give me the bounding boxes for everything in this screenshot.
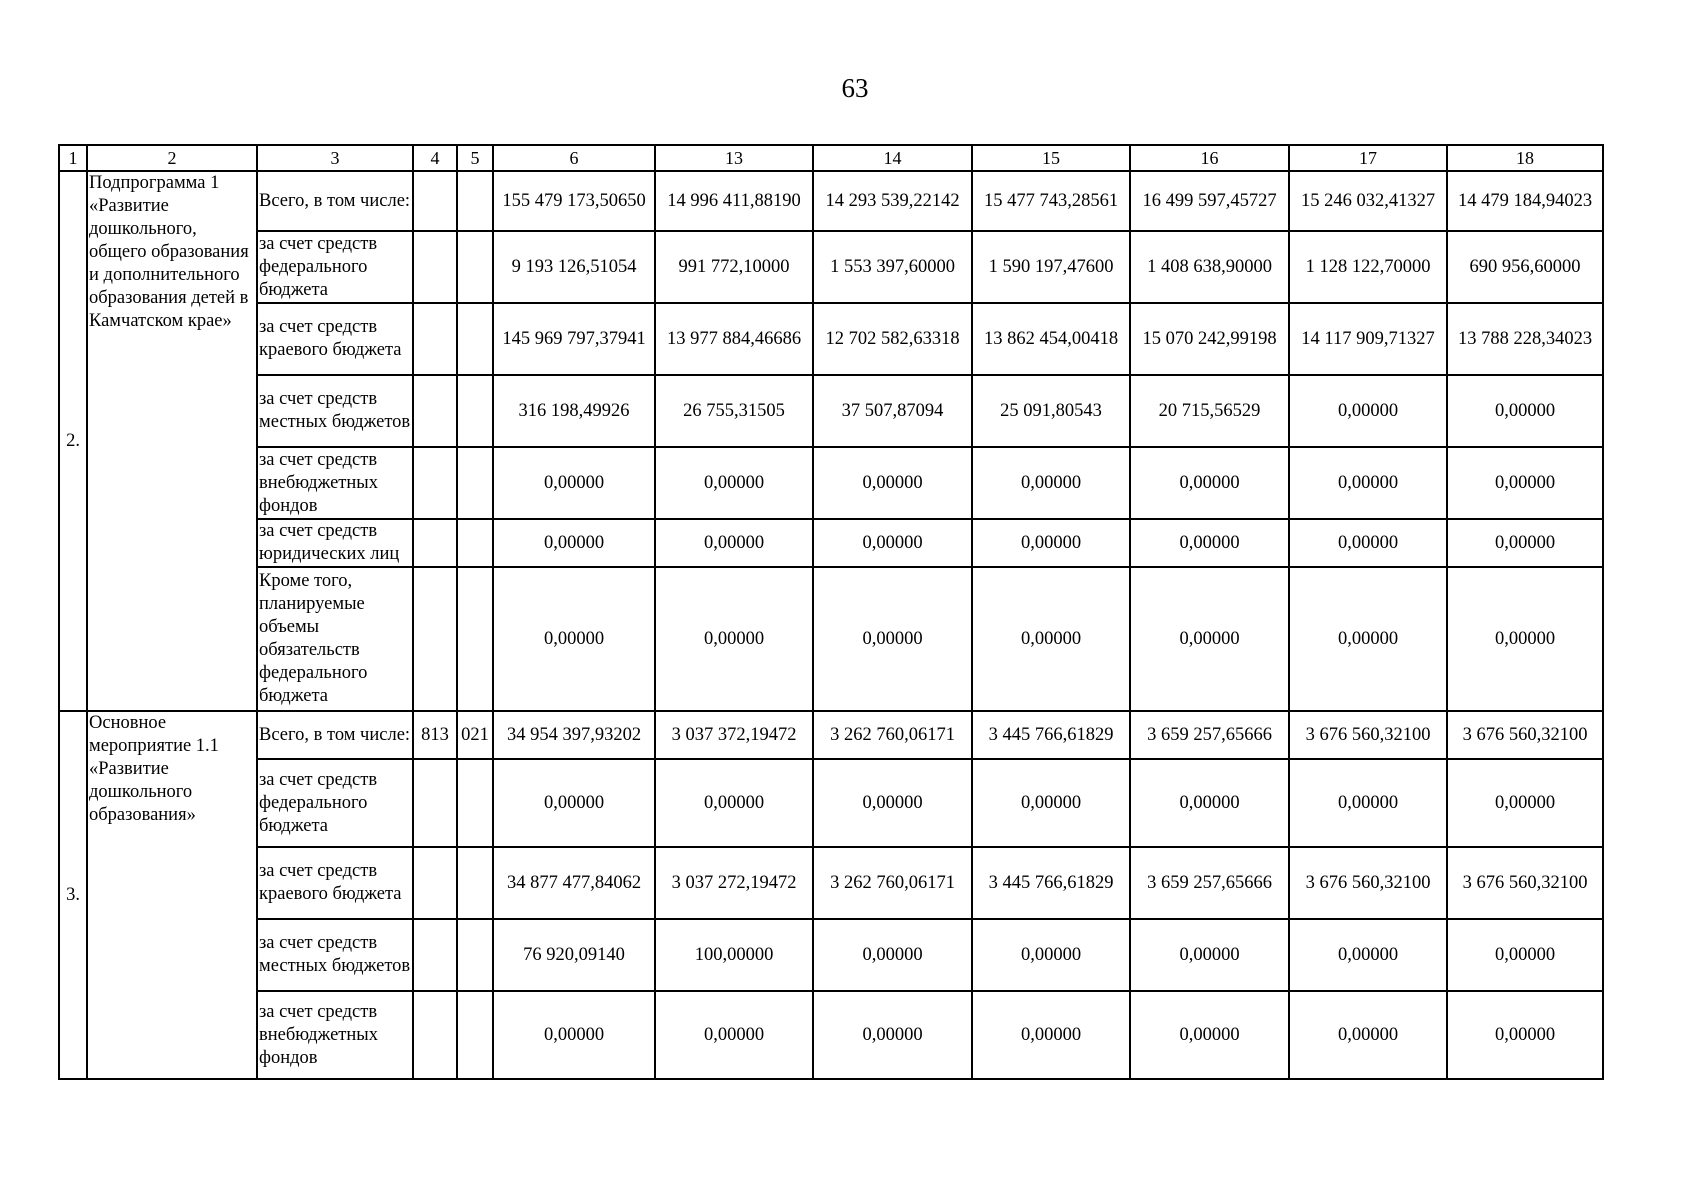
funding-source: за счет средств внебюджетных фондов <box>257 991 413 1079</box>
table-row <box>59 847 1603 919</box>
column-number: 14 <box>813 145 972 171</box>
amount-cell: 1 590 197,47600 <box>972 231 1130 303</box>
table-row <box>59 375 1603 447</box>
amount-cell: 0,00000 <box>1447 759 1603 847</box>
amount-cell: 0,00000 <box>655 519 813 567</box>
amount-cell: 0,00000 <box>1130 519 1289 567</box>
amount-cell: 37 507,87094 <box>813 375 972 447</box>
amount-cell: 3 659 257,65666 <box>1130 711 1289 759</box>
amount-cell: 0,00000 <box>813 567 972 711</box>
code-cell <box>457 567 493 711</box>
amount-cell: 3 262 760,06171 <box>813 711 972 759</box>
column-number: 18 <box>1447 145 1603 171</box>
amount-cell: 13 788 228,34023 <box>1447 303 1603 375</box>
table-row <box>59 991 1603 1079</box>
amount-cell: 0,00000 <box>1289 567 1447 711</box>
amount-cell: 0,00000 <box>655 759 813 847</box>
amount-cell: 3 262 760,06171 <box>813 847 972 919</box>
amount-cell: 0,00000 <box>493 519 655 567</box>
amount-cell: 0,00000 <box>1447 919 1603 991</box>
amount-cell: 0,00000 <box>1447 375 1603 447</box>
code-cell <box>457 231 493 303</box>
amount-cell: 0,00000 <box>493 447 655 519</box>
amount-cell: 3 445 766,61829 <box>972 847 1130 919</box>
amount-cell: 14 293 539,22142 <box>813 171 972 231</box>
funding-source: за счет средств краевого бюджета <box>257 303 413 375</box>
amount-cell: 3 676 560,32100 <box>1289 711 1447 759</box>
row-index: 3. <box>59 711 87 1079</box>
column-number-row <box>59 145 1603 171</box>
amount-cell: 3 037 372,19472 <box>655 711 813 759</box>
amount-cell: 26 755,31505 <box>655 375 813 447</box>
amount-cell: 0,00000 <box>1447 447 1603 519</box>
code-cell <box>413 567 457 711</box>
amount-cell: 1 128 122,70000 <box>1289 231 1447 303</box>
amount-cell: 100,00000 <box>655 919 813 991</box>
amount-cell: 14 479 184,94023 <box>1447 171 1603 231</box>
amount-cell: 0,00000 <box>813 759 972 847</box>
code-cell <box>413 519 457 567</box>
code-cell <box>457 447 493 519</box>
code-cell <box>413 231 457 303</box>
code-cell <box>457 919 493 991</box>
amount-cell: 0,00000 <box>1130 991 1289 1079</box>
code-cell: 813 <box>413 711 457 759</box>
funding-source: за счет средств местных бюджетов <box>257 919 413 991</box>
amount-cell: 0,00000 <box>1289 919 1447 991</box>
amount-cell: 0,00000 <box>1289 759 1447 847</box>
amount-cell: 13 862 454,00418 <box>972 303 1130 375</box>
table-body <box>59 145 1603 1079</box>
code-cell <box>457 375 493 447</box>
funding-source: за счет средств внебюджетных фондов <box>257 447 413 519</box>
code-cell: 021 <box>457 711 493 759</box>
amount-cell: 991 772,10000 <box>655 231 813 303</box>
amount-cell: 0,00000 <box>1130 919 1289 991</box>
amount-cell: 0,00000 <box>813 447 972 519</box>
table-row <box>59 519 1603 567</box>
code-cell <box>413 375 457 447</box>
column-number: 16 <box>1130 145 1289 171</box>
table-row <box>59 447 1603 519</box>
amount-cell: 3 445 766,61829 <box>972 711 1130 759</box>
amount-cell: 0,00000 <box>1289 991 1447 1079</box>
code-cell <box>413 847 457 919</box>
amount-cell: 3 676 560,32100 <box>1447 847 1603 919</box>
page-number: 63 <box>841 73 869 103</box>
budget-table <box>58 144 1604 1080</box>
amount-cell: 0,00000 <box>972 759 1130 847</box>
amount-cell: 0,00000 <box>493 759 655 847</box>
amount-cell: 14 117 909,71327 <box>1289 303 1447 375</box>
funding-source: Кроме того, планируемые объемы обязательств федерального бюджета <box>257 567 413 711</box>
amount-cell: 25 091,80543 <box>972 375 1130 447</box>
amount-cell: 16 499 597,45727 <box>1130 171 1289 231</box>
amount-cell: 0,00000 <box>655 447 813 519</box>
amount-cell: 34 877 477,84062 <box>493 847 655 919</box>
code-cell <box>413 171 457 231</box>
column-number: 6 <box>493 145 655 171</box>
amount-cell: 0,00000 <box>1447 991 1603 1079</box>
column-number: 17 <box>1289 145 1447 171</box>
amount-cell: 0,00000 <box>972 567 1130 711</box>
amount-cell: 3 659 257,65666 <box>1130 847 1289 919</box>
amount-cell: 3 676 560,32100 <box>1447 711 1603 759</box>
amount-cell: 3 037 272,19472 <box>655 847 813 919</box>
amount-cell: 3 676 560,32100 <box>1289 847 1447 919</box>
code-cell <box>457 519 493 567</box>
column-number: 13 <box>655 145 813 171</box>
amount-cell: 20 715,56529 <box>1130 375 1289 447</box>
amount-cell: 9 193 126,51054 <box>493 231 655 303</box>
code-cell <box>457 991 493 1079</box>
amount-cell: 0,00000 <box>813 991 972 1079</box>
amount-cell: 0,00000 <box>1289 519 1447 567</box>
amount-cell: 34 954 397,93202 <box>493 711 655 759</box>
amount-cell: 1 553 397,60000 <box>813 231 972 303</box>
code-cell <box>413 919 457 991</box>
amount-cell: 0,00000 <box>972 519 1130 567</box>
amount-cell: 0,00000 <box>1289 375 1447 447</box>
amount-cell: 316 198,49926 <box>493 375 655 447</box>
table-row <box>59 711 1603 759</box>
table-row <box>59 919 1603 991</box>
amount-cell: 0,00000 <box>1289 447 1447 519</box>
amount-cell: 0,00000 <box>813 519 972 567</box>
table-row <box>59 231 1603 303</box>
amount-cell: 0,00000 <box>493 567 655 711</box>
amount-cell: 12 702 582,63318 <box>813 303 972 375</box>
amount-cell: 15 070 242,99198 <box>1130 303 1289 375</box>
funding-source: за счет средств краевого бюджета <box>257 847 413 919</box>
code-cell <box>413 991 457 1079</box>
amount-cell: 0,00000 <box>813 919 972 991</box>
amount-cell: 145 969 797,37941 <box>493 303 655 375</box>
column-number: 3 <box>257 145 413 171</box>
amount-cell: 690 956,60000 <box>1447 231 1603 303</box>
column-number: 5 <box>457 145 493 171</box>
table-row <box>59 303 1603 375</box>
amount-cell: 0,00000 <box>655 567 813 711</box>
amount-cell: 0,00000 <box>1130 447 1289 519</box>
amount-cell: 0,00000 <box>972 447 1130 519</box>
funding-source: Всего, в том числе: <box>257 171 413 231</box>
code-cell <box>457 759 493 847</box>
amount-cell: 0,00000 <box>493 991 655 1079</box>
amount-cell: 155 479 173,50650 <box>493 171 655 231</box>
table-row <box>59 567 1603 711</box>
amount-cell: 13 977 884,46686 <box>655 303 813 375</box>
table-row <box>59 171 1603 231</box>
code-cell <box>457 171 493 231</box>
code-cell <box>413 759 457 847</box>
code-cell <box>413 303 457 375</box>
code-cell <box>457 303 493 375</box>
amount-cell: 0,00000 <box>1130 759 1289 847</box>
amount-cell: 0,00000 <box>972 991 1130 1079</box>
amount-cell: 0,00000 <box>1447 519 1603 567</box>
funding-source: Всего, в том числе: <box>257 711 413 759</box>
code-cell <box>413 447 457 519</box>
funding-source: за счет средств федерального бюджета <box>257 231 413 303</box>
funding-source: за счет средств местных бюджетов <box>257 375 413 447</box>
amount-cell: 15 477 743,28561 <box>972 171 1130 231</box>
amount-cell: 0,00000 <box>972 919 1130 991</box>
column-number: 2 <box>87 145 257 171</box>
code-cell <box>457 847 493 919</box>
amount-cell: 1 408 638,90000 <box>1130 231 1289 303</box>
amount-cell: 0,00000 <box>1447 567 1603 711</box>
amount-cell: 0,00000 <box>1130 567 1289 711</box>
amount-cell: 0,00000 <box>655 991 813 1079</box>
column-number: 1 <box>59 145 87 171</box>
column-number: 15 <box>972 145 1130 171</box>
table-row <box>59 759 1603 847</box>
funding-source: за счет средств юридических лиц <box>257 519 413 567</box>
amount-cell: 15 246 032,41327 <box>1289 171 1447 231</box>
amount-cell: 76 920,09140 <box>493 919 655 991</box>
row-index: 2. <box>59 171 87 711</box>
program-name: Подпрограмма 1 «Развитие дошкольного, общего образования и дополнительного образования детей в Камчатском крае» <box>87 171 257 711</box>
funding-source: за счет средств федерального бюджета <box>257 759 413 847</box>
program-name: Основное мероприятие 1.1 «Развитие дошкольного образования» <box>87 711 257 1079</box>
column-number: 4 <box>413 145 457 171</box>
amount-cell: 14 996 411,88190 <box>655 171 813 231</box>
